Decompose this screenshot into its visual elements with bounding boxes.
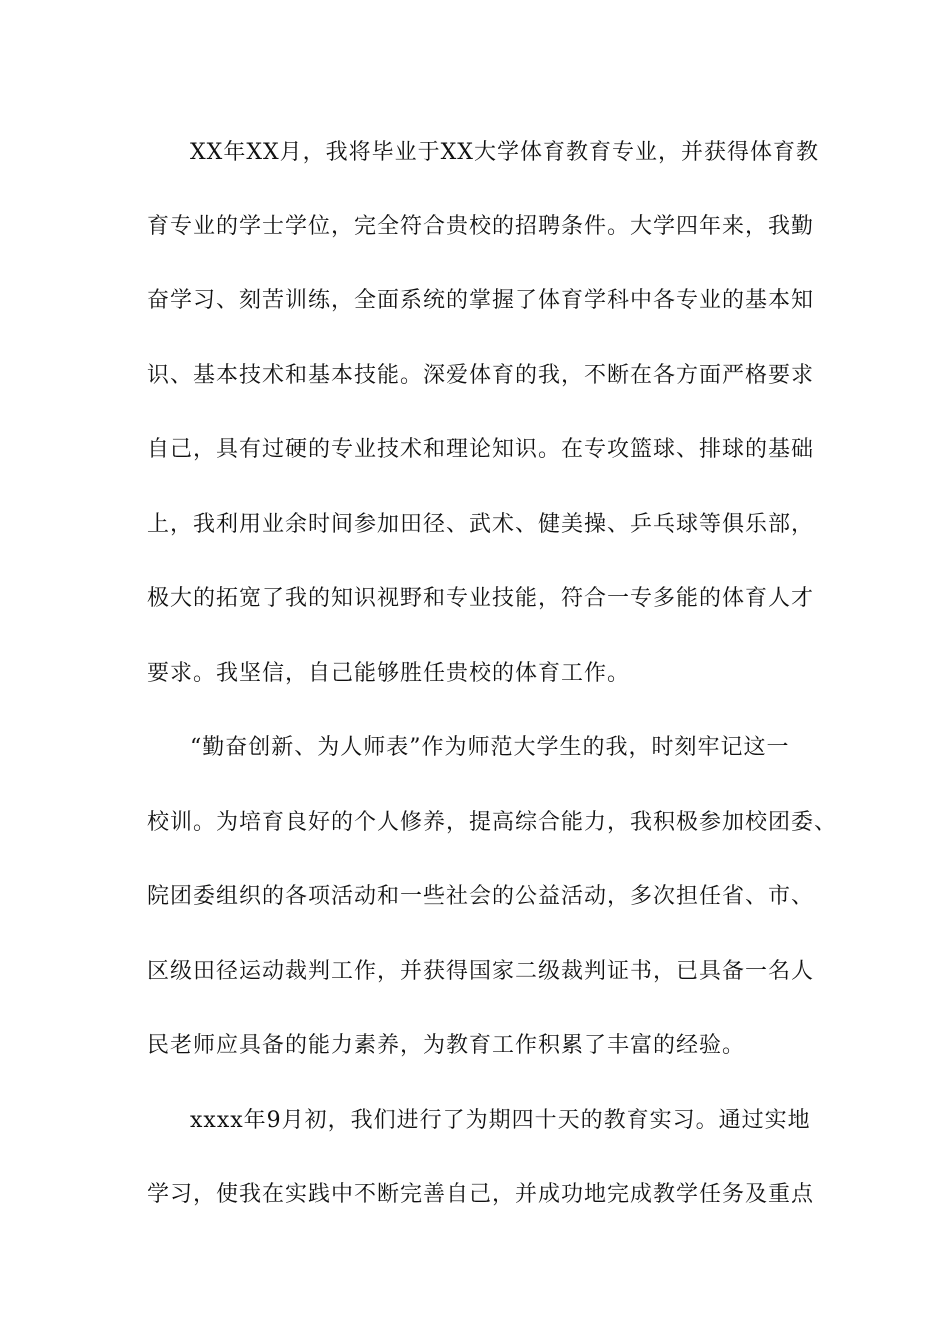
paragraph-2-line-1: “勤奋创新、为人师表”作为师范大学生的我，时刻牢记这一: [190, 735, 790, 760]
paragraph-3-line-1: xxxx年9月初，我们进行了为期四十天的教育实习。通过实地: [190, 1108, 811, 1133]
paragraph-1-line-5: 自己，具有过硬的专业技术和理论知识。在专攻篮球、排球的基础: [147, 437, 815, 462]
paragraph-1-line-6: 上，我利用业余时间参加田径、武术、健美操、乒乓球等俱乐部，: [147, 512, 815, 537]
paragraph-1-line-3: 奋学习、刻苦训练，全面系统的掌握了体育学科中各专业的基本知: [147, 288, 815, 313]
paragraph-3-line-2: 学习，使我在实践中不断完善自己，并成功地完成教学任务及重点: [147, 1182, 815, 1207]
paragraph-2-line-4: 区级田径运动裁判工作，并获得国家二级裁判证书，已具备一名人: [147, 959, 815, 984]
paragraph-2-line-5: 民老师应具备的能力素养，为教育工作积累了丰富的经验。: [147, 1033, 746, 1058]
paragraph-1-line-1: XX年XX月，我将毕业于XX大学体育教育专业，并获得体育教: [190, 140, 819, 165]
paragraph-1-line-4: 识、基本技术和基本技能。深爱体育的我，不断在各方面严格要求: [147, 363, 815, 388]
paragraph-2-line-3: 院团委组织的各项活动和一些社会的公益活动，多次担任省、市、: [147, 884, 815, 909]
paragraph-1-line-8: 要求。我坚信，自己能够胜任贵校的体育工作。: [147, 661, 631, 686]
paragraph-1-line-2: 育专业的学士学位，完全符合贵校的招聘条件。大学四年来，我勤: [147, 214, 815, 239]
paragraph-1-line-7: 极大的拓宽了我的知识视野和专业技能，符合一专多能的体育人才: [147, 586, 815, 611]
paragraph-2-line-2: 校训。为培育良好的个人修养，提高综合能力，我积极参加校团委、: [147, 810, 838, 835]
